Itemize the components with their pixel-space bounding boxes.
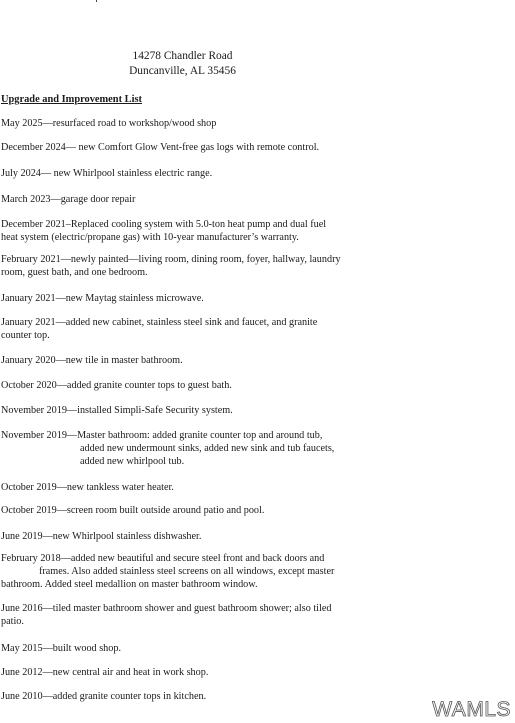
list-item-line: May 2015—built wood shop.	[1, 643, 121, 654]
list-item-line: added new whirlpool tub.	[80, 456, 185, 467]
list-item	[1, 141, 351, 154]
list-item	[1, 253, 351, 279]
list-item-line: June 2010—added granite counter tops in kitchen.	[1, 691, 207, 702]
list-item-line: January 2021—added new cabinet, stainless steel sink and faucet, and granite	[1, 317, 318, 328]
list-item	[1, 552, 351, 591]
list-item-line: counter top.	[1, 330, 50, 341]
list-item-line: October 2019—new tankless water heater.	[1, 482, 174, 493]
list-item	[1, 404, 351, 417]
list-heading: Upgrade and Improvement List	[1, 94, 142, 105]
list-item-line: heat system (electric/propane gas) with 10-year manufacturer’s warranty.	[1, 232, 299, 243]
list-item-line: November 2019—installed Simpli-Safe Security system.	[1, 405, 233, 416]
list-item	[1, 292, 351, 305]
list-item	[1, 117, 351, 130]
list-item-line: room, guest bath, and one bedroom.	[1, 267, 148, 278]
list-item-line: June 2016—tiled master bathroom shower and guest bathroom shower; also tiled	[1, 603, 332, 614]
list-item-line: frames. Also added stainless steel screens on all windows, except master	[39, 566, 335, 577]
list-item	[1, 690, 351, 703]
list-item	[1, 429, 351, 468]
list-item	[1, 379, 351, 392]
list-item-line: June 2012—new central air and heat in work shop.	[1, 667, 209, 678]
list-item	[1, 481, 351, 494]
list-item-line: February 2018—added new beautiful and secure steel front and back doors and	[1, 553, 325, 564]
list-item	[1, 530, 351, 543]
list-item-line: January 2021—new Maytag stainless microwave.	[1, 293, 204, 304]
list-item-line: November 2019—Master bathroom: added granite counter top and around tub,	[1, 430, 323, 441]
address-city-state-zip: Duncanville, AL 35456	[129, 65, 236, 77]
list-item-line: December 2021–Replaced cooling system with 5.0-ton heat pump and dual fuel	[1, 219, 327, 230]
list-item	[1, 666, 351, 679]
address-street: 14278 Chandler Road	[132, 50, 233, 62]
property-address	[0, 49, 365, 79]
list-item	[1, 193, 351, 206]
list-item-line: October 2019—screen room built outside around patio and pool.	[1, 505, 265, 516]
list-item-line: patio.	[1, 616, 24, 627]
list-item-line: March 2023—garage door repair	[1, 194, 136, 205]
list-item-line: added new undermount sinks, added new sink and tub faucets,	[80, 443, 335, 454]
list-item-line: bathroom. Added steel medallion on master bathroom window.	[1, 579, 258, 590]
list-item	[1, 504, 351, 517]
list-item-line: May 2025—resurfaced road to workshop/wood shop	[1, 118, 217, 129]
list-item	[1, 642, 351, 655]
list-item-line: February 2021—newly painted—living room, dining room, foyer, hallway, laundry	[1, 254, 341, 265]
list-item-line: July 2024— new Whirlpool stainless electric range.	[1, 168, 213, 179]
list-item	[1, 167, 351, 180]
watermark-logo: WAMLS	[432, 698, 511, 721]
list-item-line: June 2019—new Whirlpool stainless dishwasher.	[1, 531, 202, 542]
list-item-line: January 2020—new tile in master bathroom.	[1, 355, 183, 366]
list-item	[1, 602, 351, 628]
list-item-line: December 2024— new Comfort Glow Vent-free gas logs with remote control.	[1, 142, 320, 153]
list-item	[1, 316, 351, 342]
list-item	[1, 354, 351, 367]
list-item	[1, 218, 351, 244]
list-item-line: October 2020—added granite counter tops to guest bath.	[1, 380, 232, 391]
scan-mark	[96, 0, 97, 2]
